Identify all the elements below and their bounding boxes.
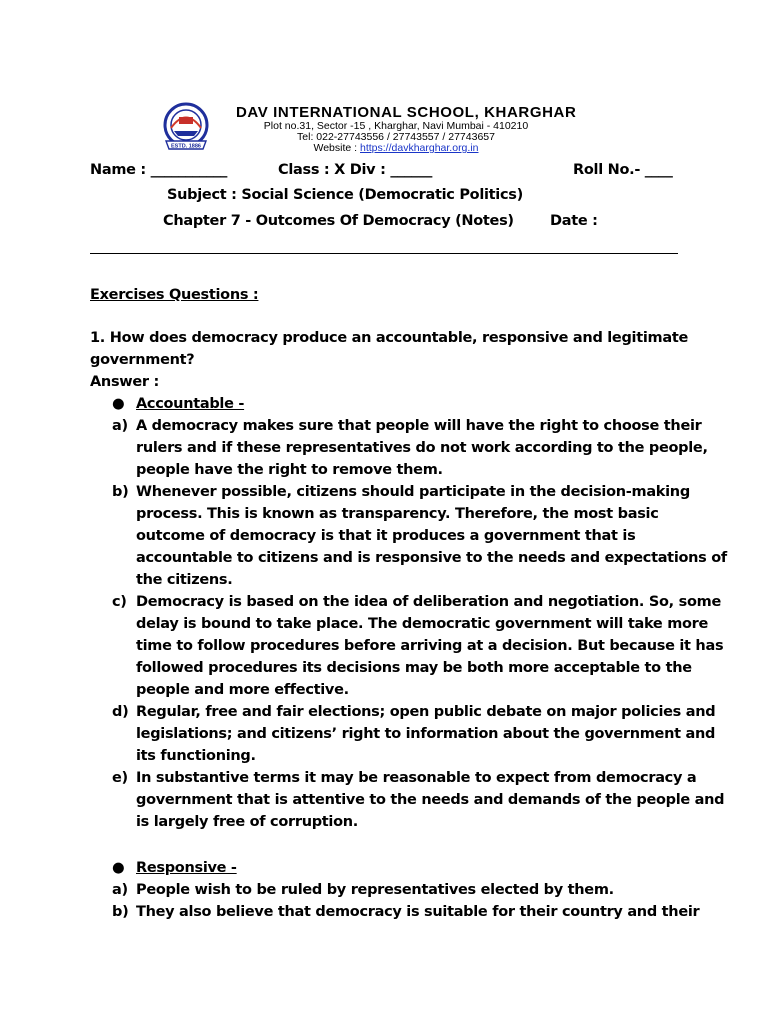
list-item-line: In substantive terms it may be reasonable to expect from democracy a	[136, 770, 697, 786]
bullet-heading-responsive	[90, 857, 690, 879]
list-item-line: They also believe that democracy is suitable for their country and their	[136, 904, 700, 920]
list-item-line: Whenever possible, citizens should participate in the decision-making	[136, 484, 690, 500]
list-item-line: Democracy is based on the idea of deliberation and negotiation. So, some	[136, 594, 721, 610]
school-logo-icon	[150, 101, 222, 153]
website-label: Website :	[313, 142, 358, 154]
heading-accountable: Accountable -	[136, 396, 245, 412]
list-item	[90, 481, 727, 591]
list-item-line: time to follow procedures before arriving at a decision. But because it has	[136, 638, 724, 654]
list-item	[90, 767, 725, 833]
list-item	[90, 701, 716, 767]
accountable-group	[90, 393, 727, 833]
school-phone: Tel: 022-27743556 / 27743557 / 27743657	[297, 131, 495, 143]
name-field: Name : ___________	[90, 162, 228, 178]
letterhead	[236, 104, 626, 154]
list-item-line: people and more effective.	[136, 682, 349, 698]
list-item	[90, 879, 690, 901]
bullet-icon: ●	[112, 396, 125, 412]
bullet-icon: ●	[112, 860, 125, 876]
list-marker: b)	[112, 484, 129, 500]
responsive-group	[90, 857, 700, 923]
list-item-line: A democracy makes sure that people will have the right to choose their	[136, 418, 702, 434]
list-item-line: rulers and if these representatives do not work according to the people,	[136, 440, 708, 456]
list-marker: a)	[112, 418, 128, 434]
website-link[interactable]: https://davkharghar.org.in	[360, 142, 479, 154]
chapter-line: Chapter 7 - Outcomes Of Democracy (Notes)	[163, 213, 514, 229]
list-item-line: process. This is known as transparency. Therefore, the most basic	[136, 506, 659, 522]
list-item-line: followed procedures its decisions may be both more acceptable to the	[136, 660, 692, 676]
list-item	[90, 591, 724, 701]
list-item-line: is largely free of corruption.	[136, 814, 358, 830]
list-item	[90, 415, 708, 481]
list-marker: e)	[112, 770, 128, 786]
list-item	[90, 901, 700, 923]
bullet-heading-accountable	[90, 393, 690, 415]
list-marker: b)	[112, 904, 129, 920]
list-item-line: people have the right to remove them.	[136, 462, 443, 478]
roll-number-field: Roll No.- ____	[573, 162, 673, 178]
list-marker: d)	[112, 704, 129, 720]
list-item-line: outcome of democracy is that it produces a government that is	[136, 528, 636, 544]
section-title: Exercises Questions :	[90, 287, 259, 303]
list-item-line: delay is bound to take place. The democratic government will take more	[136, 616, 709, 632]
subject-line: Subject : Social Science (Democratic Politics)	[167, 187, 523, 203]
school-address: Plot no.31, Sector -15 , Kharghar, Navi Mumbai - 410210	[263, 120, 529, 132]
list-item-line: government that is attentive to the needs and demands of the people and	[136, 792, 725, 808]
list-marker: c)	[112, 594, 127, 610]
school-name: DAV INTERNATIONAL SCHOOL, KHARGHAR	[236, 104, 577, 121]
answer-label: Answer :	[90, 374, 160, 390]
header-divider	[90, 253, 678, 254]
logo-text: ESTD. 1886	[171, 143, 201, 150]
list-marker: a)	[112, 882, 128, 898]
list-item-line: the citizens.	[136, 572, 233, 588]
list-item-line: Regular, free and fair elections; open public debate on major policies and	[136, 704, 716, 720]
class-div-field: Class : X Div : ______	[278, 162, 433, 178]
question-1-line-1: 1. How does democracy produce an accountable, responsive and legitimate	[90, 330, 688, 346]
heading-responsive: Responsive -	[136, 860, 237, 876]
school-website	[236, 143, 556, 154]
list-item-line: legislations; and citizens’ right to information about the government and	[136, 726, 716, 742]
question-1-line-2: government?	[90, 352, 195, 368]
date-field: Date :	[550, 213, 598, 229]
list-item-line: its functioning.	[136, 748, 256, 764]
list-item-line: People wish to be ruled by representatives elected by them.	[136, 882, 614, 898]
list-item-line: accountable to citizens and is responsive to the needs and expectations of	[136, 550, 727, 566]
